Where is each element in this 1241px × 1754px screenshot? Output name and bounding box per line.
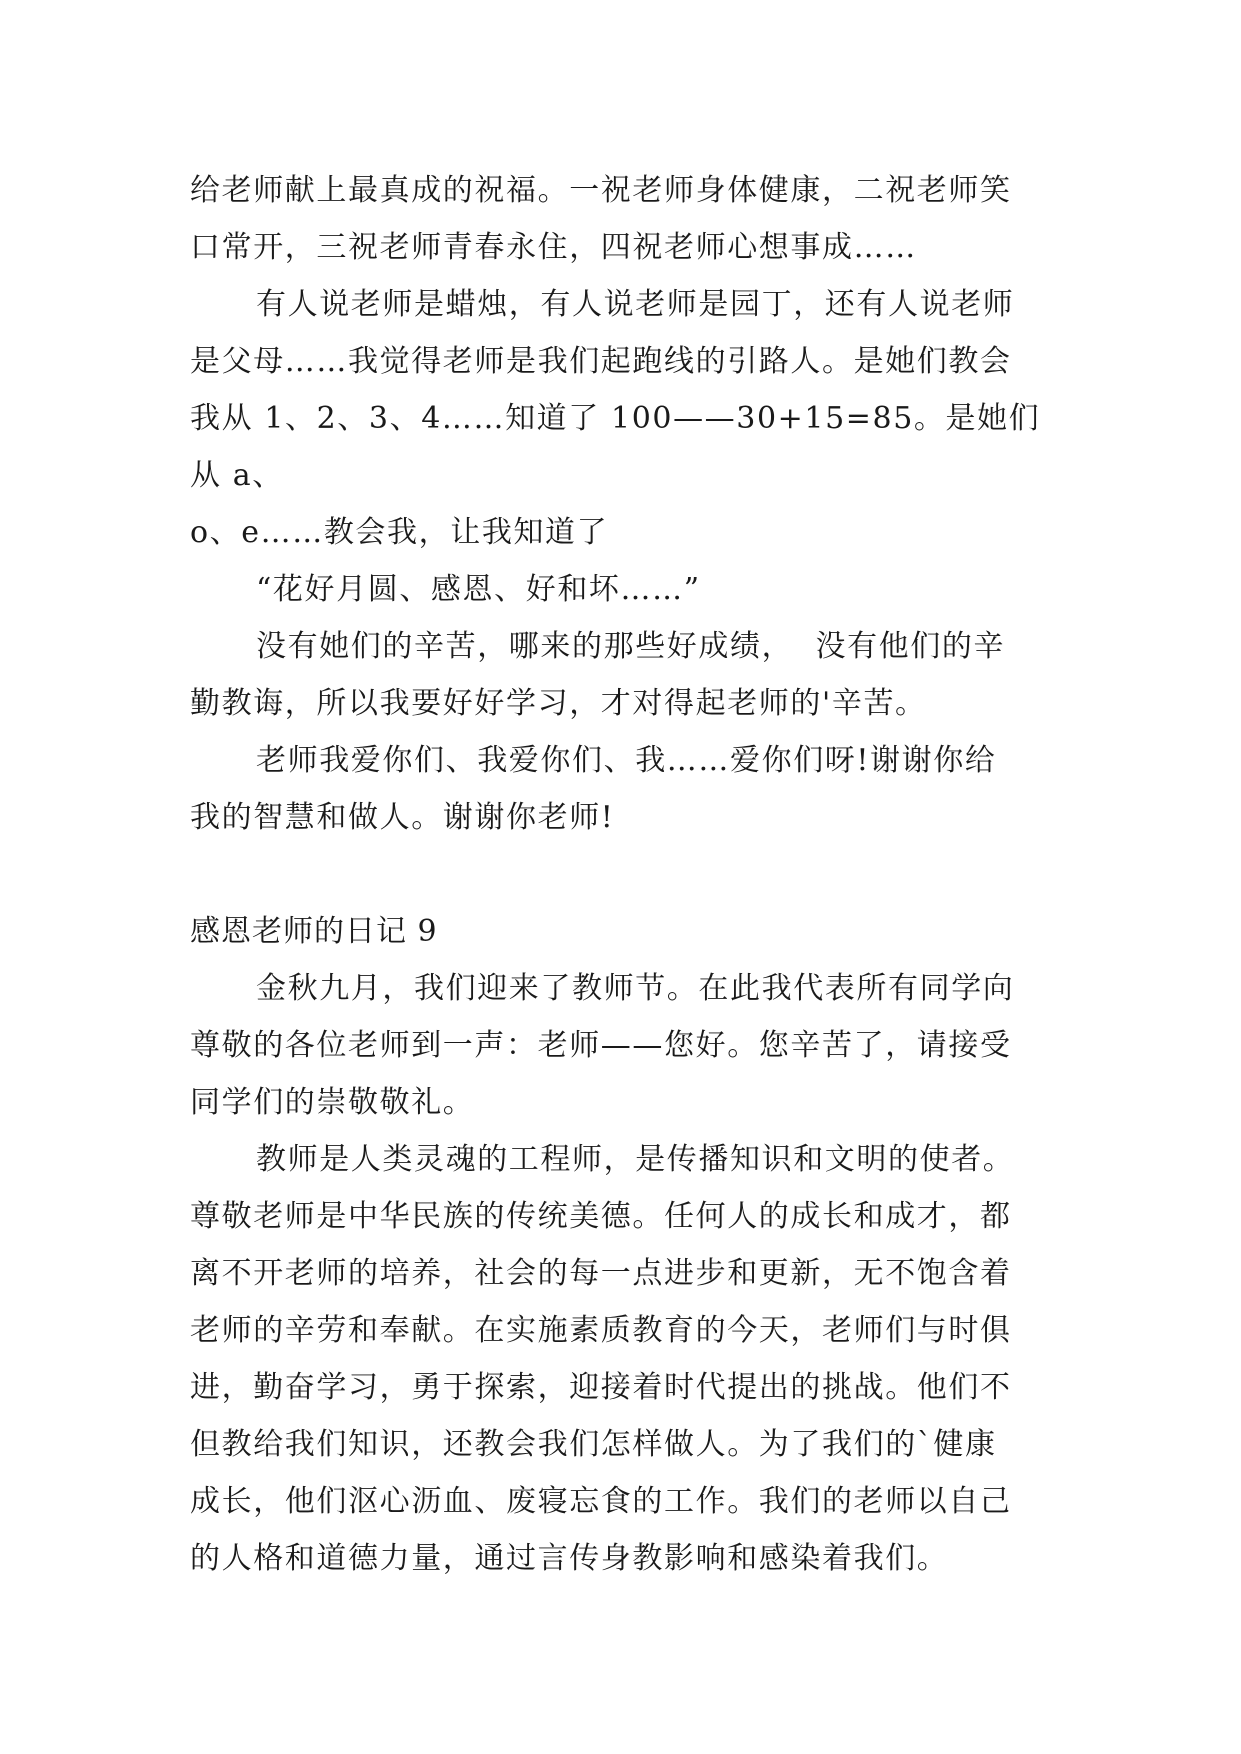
text-line: 金秋九月，我们迎来了教师节。在此我代表所有同学向 — [256, 971, 1015, 1006]
text-line: 是父母……我觉得老师是我们起跑线的引路人。是她们教会 — [190, 344, 1012, 379]
text-line: 没有她们的辛苦，哪来的那些好成绩， 没有他们的辛 — [256, 629, 1006, 664]
text-line: 成长，他们沤心沥血、废寝忘食的工作。我们的老师以自己 — [190, 1484, 1012, 1519]
text-line: 有人说老师是蜡烛，有人说老师是园丁，还有人说老师 — [256, 287, 1015, 322]
text-line: 老师的辛劳和奉献。在实施素质教育的今天，老师们与时俱 — [190, 1313, 1012, 1348]
text-line: “花好月圆、感恩、好和坏……” — [256, 572, 701, 607]
text-line: 同学们的崇敬敬礼。 — [190, 1085, 475, 1120]
text-line: 但教给我们知识，还教会我们怎样做人。为了我们的`健康 — [190, 1427, 997, 1462]
paragraph-gap — [190, 846, 1070, 903]
text-line: 进，勤奋学习，勇于探索，迎接着时代提出的挑战。他们不 — [190, 1370, 1012, 1405]
document-body — [190, 162, 1070, 1587]
text-line: 给老师献上最真成的祝福。一祝老师身体健康，二祝老师笑 — [190, 173, 1012, 208]
paragraph-3 — [190, 561, 1070, 618]
text-line: 教师是人类灵魂的工程师，是传播知识和文明的使者。 — [256, 1142, 1015, 1177]
paragraph-2 — [190, 276, 1070, 561]
text-line: 尊敬的各位老师到一声：老师——您好。您辛苦了，请接受 — [190, 1028, 1012, 1063]
paragraph-4 — [190, 618, 1070, 732]
paragraph-1 — [190, 162, 1070, 276]
section-heading: 感恩老师的日记 9 — [190, 914, 438, 949]
paragraph-7 — [190, 1131, 1070, 1587]
text-line: 离不开老师的培养，社会的每一点进步和更新，无不饱含着 — [190, 1256, 1012, 1291]
paragraph-5 — [190, 732, 1070, 846]
text-line: 口常开，三祝老师青春永住，四祝老师心想事成…… — [190, 230, 917, 265]
text-line: o、e……教会我，让我知道了 — [190, 515, 609, 550]
text-line: 尊敬老师是中华民族的传统美德。任何人的成长和成才，都 — [190, 1199, 1012, 1234]
text-line: 我的智慧和做人。谢谢你老师! — [190, 800, 615, 835]
paragraph-6 — [190, 960, 1070, 1131]
text-line: 老师我爱你们、我爱你们、我……爱你们呀!谢谢你给 — [256, 743, 997, 778]
text-line: 的人格和道德力量，通过言传身教影响和感染着我们。 — [190, 1541, 949, 1576]
text-line: 我从 1、2、3、4……知道了 100——30+15=85。是她们从 a、 — [190, 401, 1041, 493]
text-line: 勤教诲，所以我要好好学习，才对得起老师的'辛苦。 — [190, 686, 927, 721]
